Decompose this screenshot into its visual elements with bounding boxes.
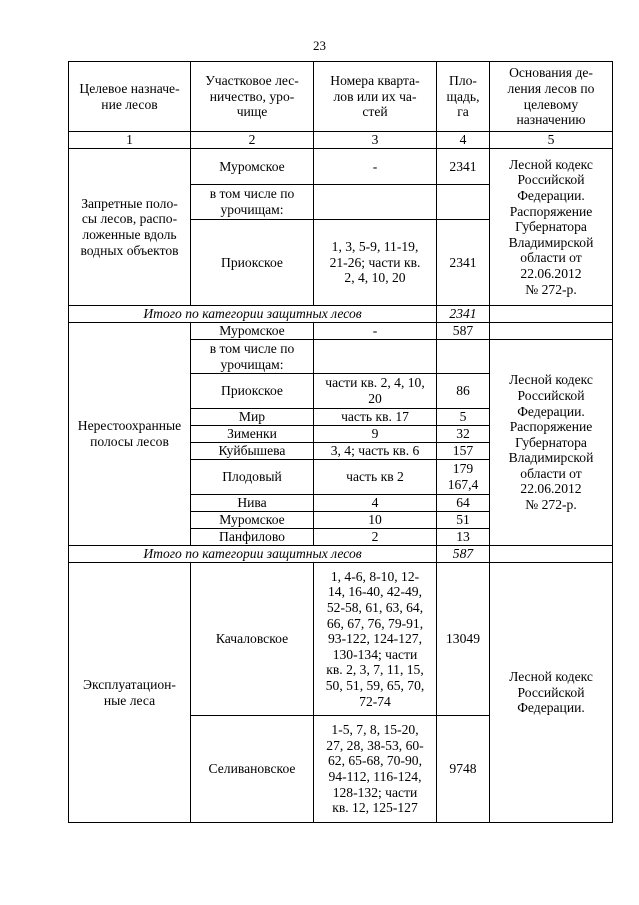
header-forestry: Участковое лес- ничество, уро- чище xyxy=(191,62,314,132)
empty-cell xyxy=(490,546,613,563)
area-cell xyxy=(437,185,490,220)
area-cell: 64 xyxy=(437,495,490,512)
table-row xyxy=(69,323,613,340)
forestry-cell: Приокское xyxy=(191,374,314,409)
forestry-cell: Селивановское xyxy=(191,716,314,823)
area-cell: 587 xyxy=(437,323,490,340)
total-label: Итого по категории защитных лесов xyxy=(69,306,437,323)
quarters-cell: часть кв 2 xyxy=(314,460,437,495)
area-cell: 13 xyxy=(437,529,490,546)
forestry-cell: в том числе по урочищам: xyxy=(191,340,314,374)
quarters-cell: 1-5, 7, 8, 15-20, 27, 28, 38-53, 60- 62, 65-68, 70-90, 94-112, 116-124, 128-132; части кв. 12, 125-127 xyxy=(314,716,437,823)
quarters-cell xyxy=(314,185,437,220)
area-cell: 157 xyxy=(437,443,490,460)
forest-division-table xyxy=(68,61,613,823)
area-cell: 2341 xyxy=(437,220,490,306)
forestry-cell: Муромское xyxy=(191,323,314,340)
area-cell: 51 xyxy=(437,512,490,529)
category-cell: Запретные поло- сы лесов, распо- ложенные вдоль водных объектов xyxy=(69,149,191,306)
column-number: 2 xyxy=(191,132,314,149)
area-cell: 13049 xyxy=(437,563,490,716)
quarters-cell: 9 xyxy=(314,426,437,443)
area-cell: 86 xyxy=(437,374,490,409)
total-row xyxy=(69,306,613,323)
page-number: 23 xyxy=(313,38,326,53)
area-cell: 9748 xyxy=(437,716,490,823)
forestry-cell: Зименки xyxy=(191,426,314,443)
area-cell xyxy=(437,340,490,374)
total-label: Итого по категории защитных лесов xyxy=(69,546,437,563)
quarters-cell xyxy=(314,340,437,374)
basis-cell: Лесной кодекс Российской Федерации. Распоряжение Губернатора Владимирской области от 22.06.2012 № 272-р. xyxy=(490,340,613,546)
header-basis: Основания де- ления лесов по целевому назначению xyxy=(490,62,613,132)
forestry-cell: Качаловское xyxy=(191,563,314,716)
quarters-cell: часть кв. 17 xyxy=(314,409,437,426)
quarters-cell: части кв. 2, 4, 10, 20 xyxy=(314,374,437,409)
forestry-cell: Муромское xyxy=(191,512,314,529)
forestry-cell: Мир xyxy=(191,409,314,426)
empty-cell xyxy=(490,306,613,323)
table-row xyxy=(69,149,613,185)
quarters-cell: - xyxy=(314,323,437,340)
column-number: 5 xyxy=(490,132,613,149)
area-cell: 5 xyxy=(437,409,490,426)
forestry-cell: Куйбышева xyxy=(191,443,314,460)
basis-cell: Лесной кодекс Российской Федерации. Распоряжение Губернатора Владимирской области от 22.06.2012 № 272-р. xyxy=(490,149,613,306)
basis-cell: Лесной кодекс Российской Федерации. xyxy=(490,563,613,823)
header-row xyxy=(69,62,613,132)
quarters-cell: 10 xyxy=(314,512,437,529)
area-cell: 179 167,4 xyxy=(437,460,490,495)
quarters-cell: - xyxy=(314,149,437,185)
forestry-cell: в том числе по урочищам: xyxy=(191,185,314,220)
header-quarters: Номера кварта- лов или их ча- стей xyxy=(314,62,437,132)
quarters-cell: 2 xyxy=(314,529,437,546)
column-number-row xyxy=(69,132,613,149)
total-value: 2341 xyxy=(437,306,490,323)
forestry-cell: Приокское xyxy=(191,220,314,306)
category-cell: Эксплуатацион- ные леса xyxy=(69,563,191,823)
empty-cell xyxy=(490,323,613,340)
total-value: 587 xyxy=(437,546,490,563)
area-cell: 32 xyxy=(437,426,490,443)
forestry-cell: Муромское xyxy=(191,149,314,185)
header-purpose: Целевое назначе- ние лесов xyxy=(69,62,191,132)
quarters-cell: 4 xyxy=(314,495,437,512)
table-row xyxy=(69,563,613,716)
forestry-cell: Плодовый xyxy=(191,460,314,495)
category-cell: Нерестоохранные полосы лесов xyxy=(69,323,191,546)
column-number: 3 xyxy=(314,132,437,149)
quarters-cell: 3, 4; часть кв. 6 xyxy=(314,443,437,460)
quarters-cell: 1, 3, 5-9, 11-19, 21-26; части кв. 2, 4, 10, 20 xyxy=(314,220,437,306)
forestry-cell: Нива xyxy=(191,495,314,512)
column-number: 4 xyxy=(437,132,490,149)
header-area: Пло- щадь, га xyxy=(437,62,490,132)
total-row xyxy=(69,546,613,563)
forestry-cell: Панфилово xyxy=(191,529,314,546)
quarters-cell: 1, 4-6, 8-10, 12- 14, 16-40, 42-49, 52-58, 61, 63, 64, 66, 67, 76, 79-91, 93-122, 124-127, 130-134; части кв. 2, 3, 7, 11, 15, 50, 51, 59, 65, 70, 72-74 xyxy=(314,563,437,716)
column-number: 1 xyxy=(69,132,191,149)
area-cell: 2341 xyxy=(437,149,490,185)
